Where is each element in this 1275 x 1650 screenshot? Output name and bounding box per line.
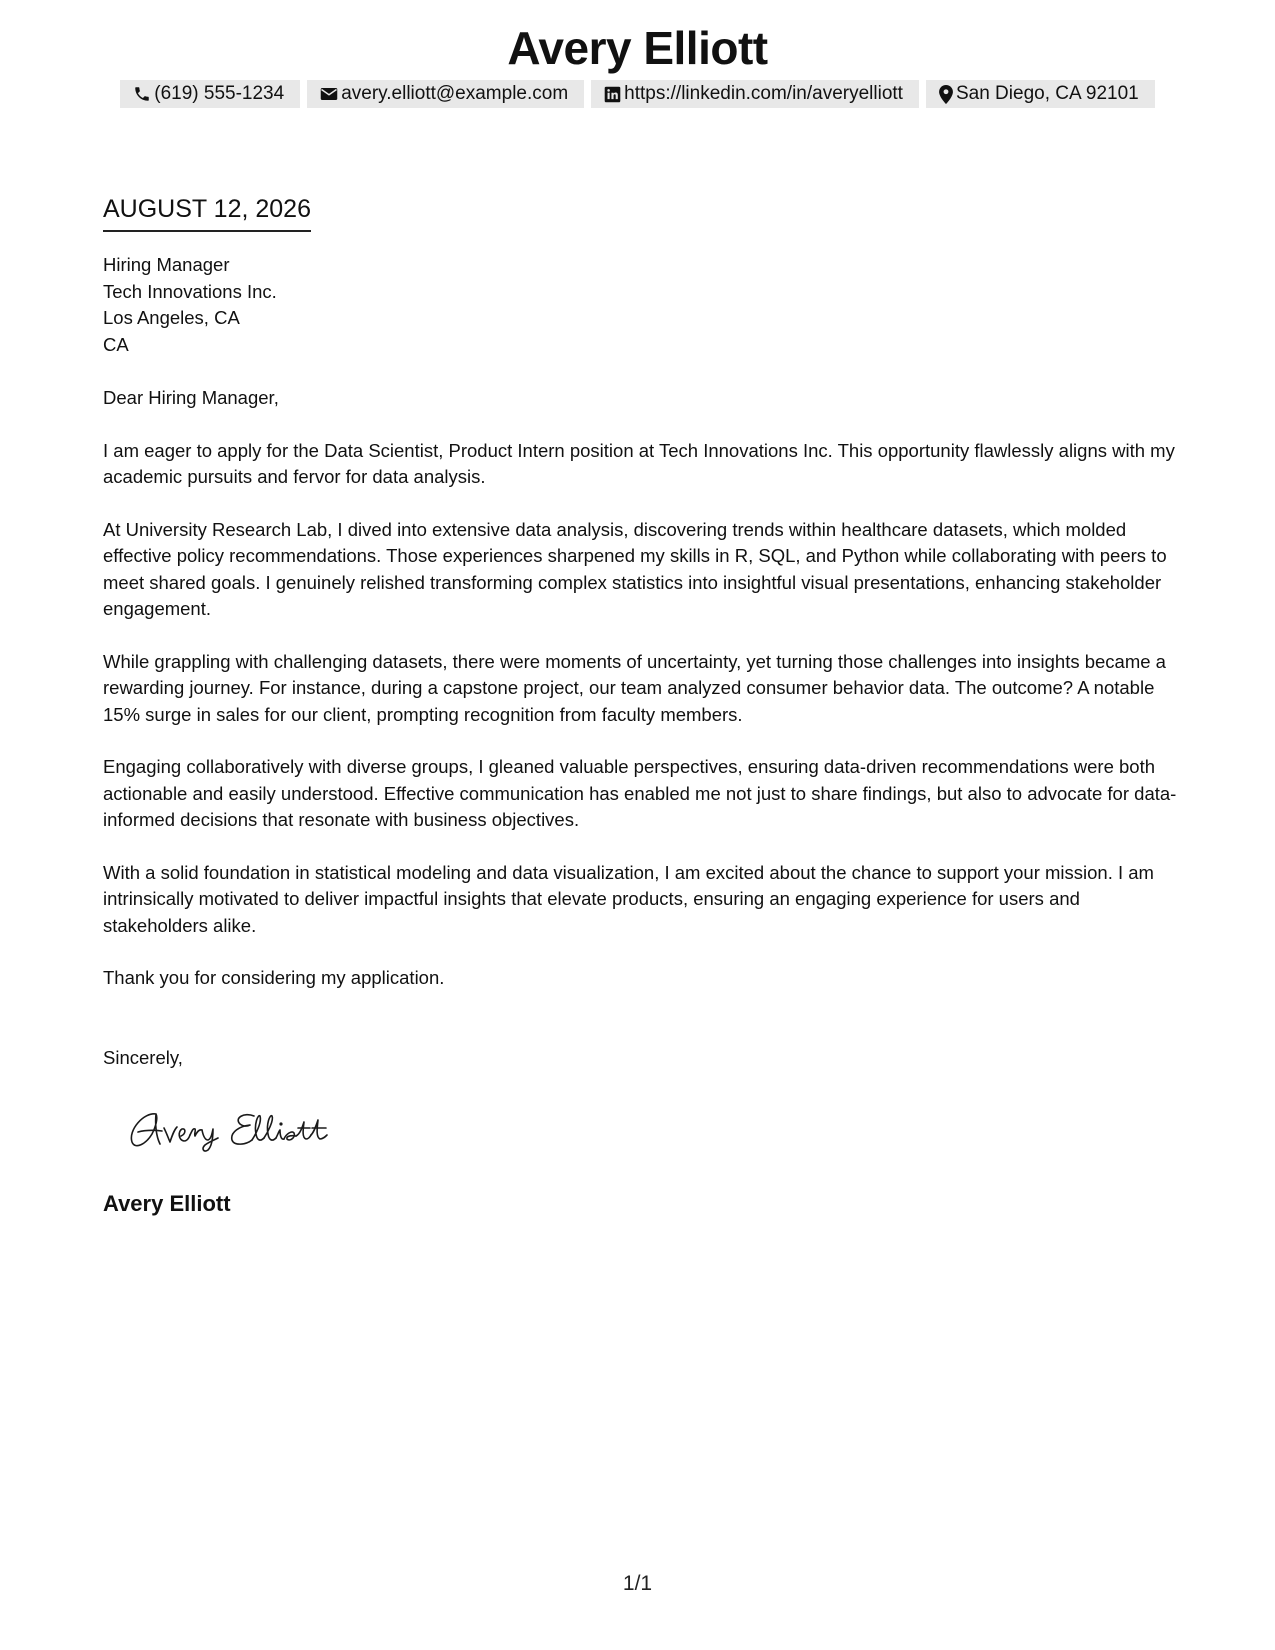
contact-email[interactable]	[307, 80, 584, 108]
location-text: San Diego, CA 92101	[955, 83, 1139, 104]
recipient-block	[103, 252, 277, 358]
contact-location	[926, 80, 1155, 108]
map-pin-icon	[939, 85, 953, 104]
thanks-line: Thank you for considering my application.	[103, 967, 445, 988]
contact-linkedin[interactable]	[591, 80, 919, 108]
body-paragraph: While grappling with challenging datasets, there were moments of uncertainty, yet turning those challenges into insights became a rewarding journey. For instance, during a capstone project, our team analyzed consumer behavior data. The outcome? A notable 15% surge in sales for our client, prompting recognition from faculty members.	[103, 650, 1166, 725]
contact-phone	[120, 80, 300, 108]
applicant-name: Avery Elliott	[507, 22, 768, 74]
body-paragraph: I am eager to apply for the Data Scientist, Product Intern position at Tech Innovations Inc. This opportunity flawlessly aligns with my academic pursuits and fervor for data analysis.	[103, 439, 1175, 487]
phone-icon	[133, 85, 151, 103]
page-number: 1/1	[622, 1572, 653, 1595]
recipient-company: Tech Innovations Inc.	[103, 280, 277, 302]
letter-body	[103, 385, 1183, 1018]
recipient-city: Los Angeles, CA	[103, 307, 240, 328]
body-paragraph: With a solid foundation in statistical modeling and data visualization, I am excited about the chance to support your mission. I am intrinsically motivated to deliver impactful insights that elevate products, ensuring an engaging experience for users and stakeholders alike.	[103, 861, 1154, 936]
body-paragraph: At University Research Lab, I dived into extensive data analysis, discovering trends within healthcare datasets, which molded effective policy recommendations. Those experiences sharpened my skills in R, SQL, and Python while collaborating with peers to meet shared goals. I genuinely relished transforming complex statistics into insightful visual presentations, enhancing stakeholder engagement.	[103, 518, 1167, 619]
email-text: avery.elliott@example.com	[341, 83, 569, 104]
envelope-icon	[320, 86, 338, 102]
signer-name: Avery Elliott	[103, 1191, 231, 1216]
contact-bar	[0, 80, 1275, 108]
salutation: Dear Hiring Manager,	[103, 387, 279, 408]
recipient-state: CA	[103, 333, 129, 355]
linkedin-text: https://linkedin.com/in/averyelliott	[624, 83, 903, 104]
phone-text: (619) 555-1234	[154, 83, 285, 104]
closing: Sincerely,	[103, 1047, 183, 1068]
letter-date: AUGUST 12, 2026	[103, 194, 311, 232]
recipient-title: Hiring Manager	[103, 254, 230, 275]
linkedin-icon	[604, 86, 621, 103]
body-paragraph: Engaging collaboratively with diverse groups, I gleaned valuable perspectives, ensuring data-driven recommendations were both actionable and easily understood. Effective communication has enabled me not just to share findings, but also to advocate for data-informed decisions that resonate with business objectives.	[103, 756, 1177, 830]
handwritten-signature	[126, 1104, 336, 1154]
